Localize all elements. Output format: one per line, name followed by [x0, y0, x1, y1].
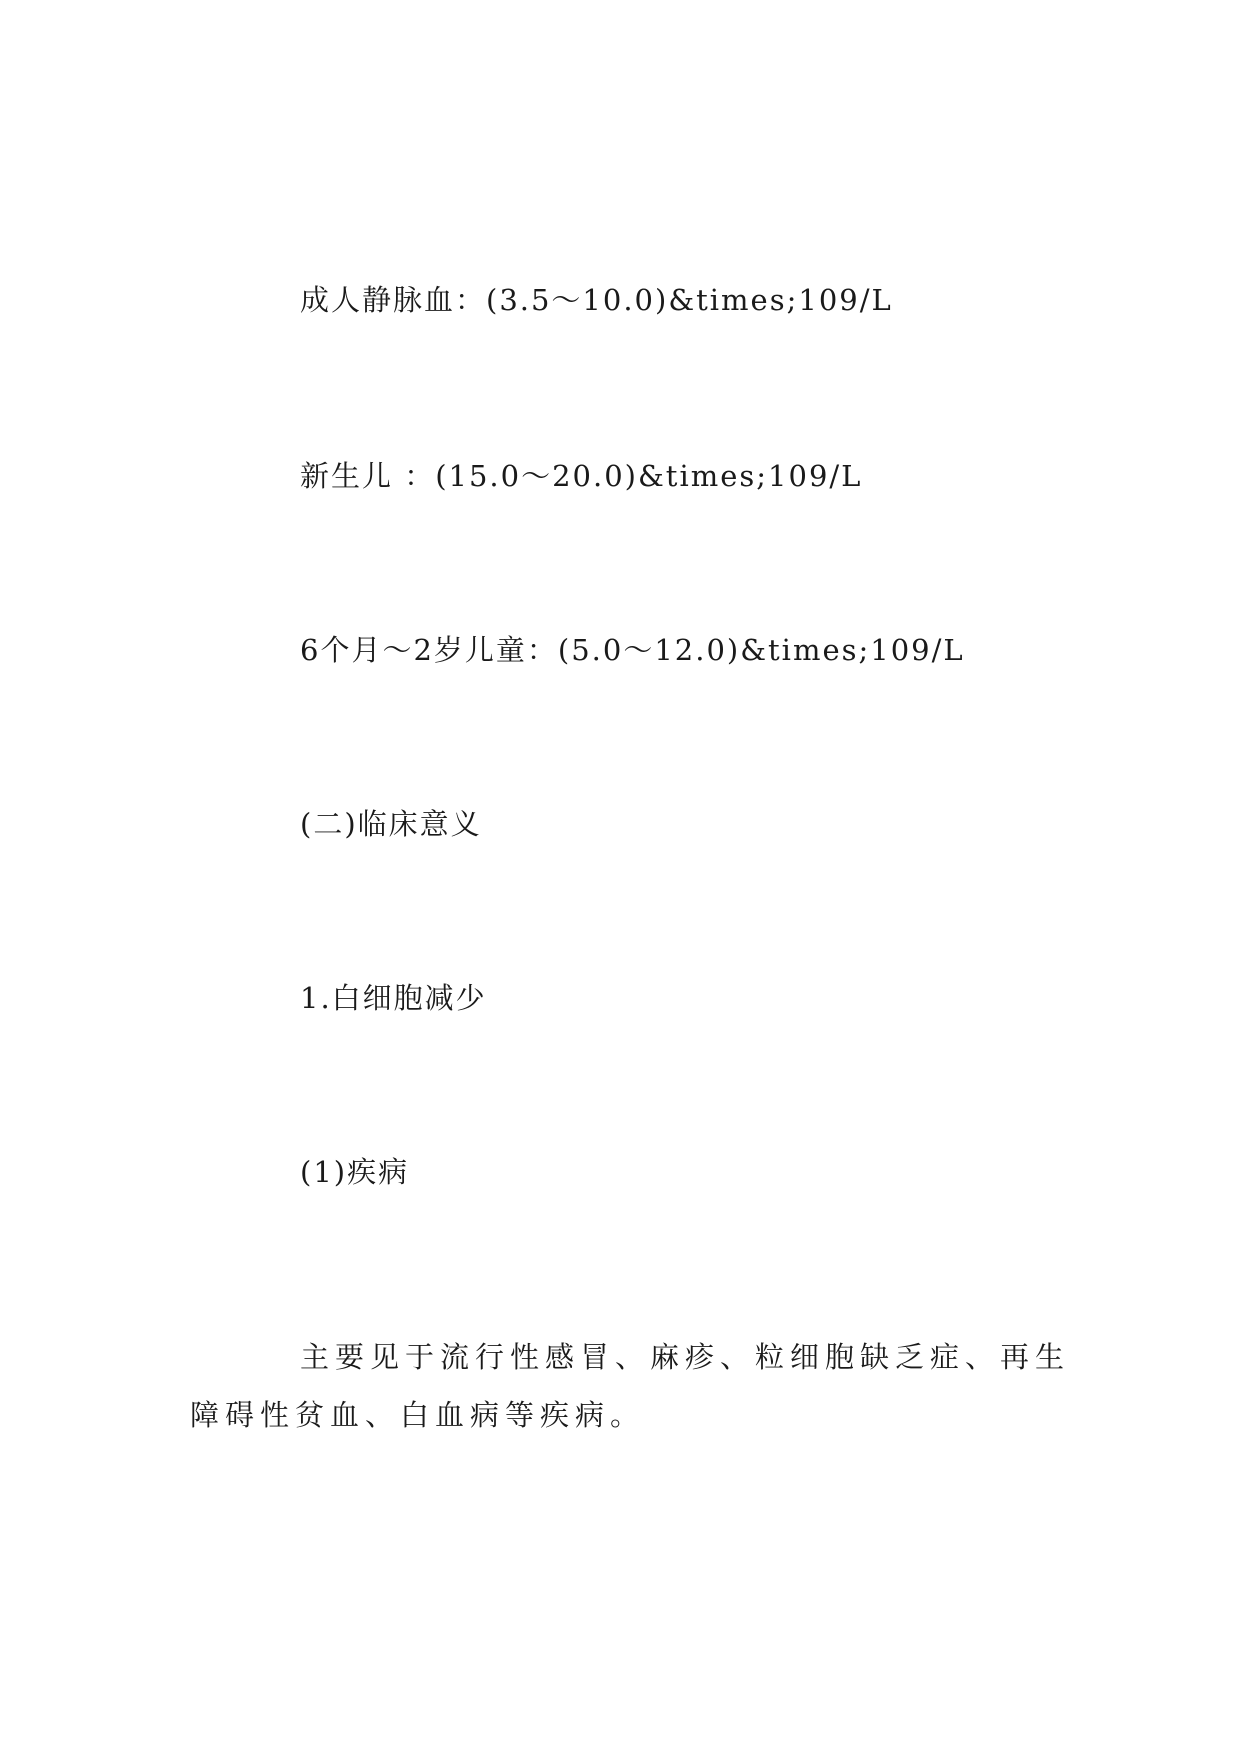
infant-child-range: 6个月～2岁儿童：(5.0～12.0)&times;109/L	[300, 633, 965, 667]
diseases-paragraph: 主要见于流行性感冒、麻疹、粒细胞缺乏症、再生障碍性贫血、白血病等疾病。	[190, 1340, 1071, 1432]
adult-venous-blood-range: 成人静脉血：(3.5～10.0)&times;109/L	[300, 283, 893, 317]
subsubsection-heading-diseases: (1)疾病	[300, 1155, 410, 1189]
section-heading-clinical-significance: (二)临床意义	[300, 807, 482, 841]
subsection-heading-leukopenia: 1.白细胞减少	[300, 981, 487, 1015]
newborn-range: 新生儿 ：(15.0～20.0)&times;109/L	[300, 459, 863, 493]
